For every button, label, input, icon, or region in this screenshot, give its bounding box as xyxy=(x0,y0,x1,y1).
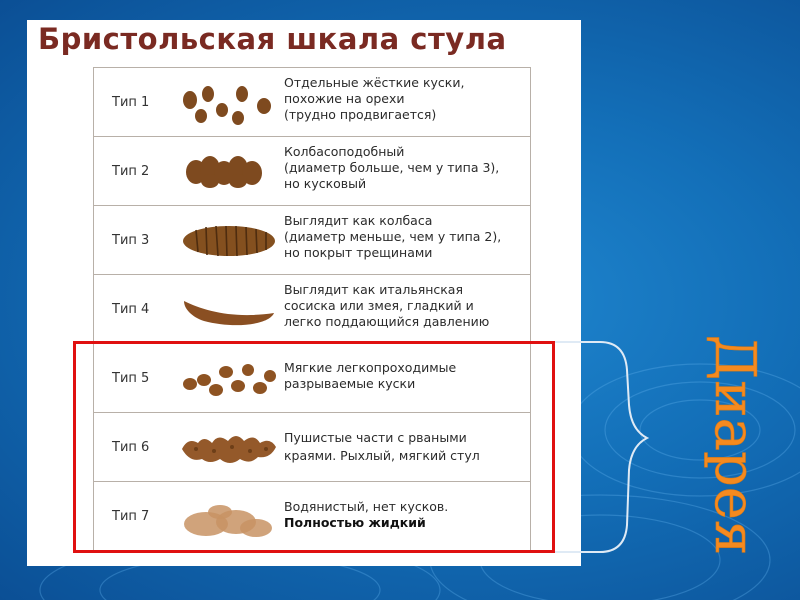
desc-line: сосиска или змея, гладкий и xyxy=(284,298,474,313)
type-label: Тип 7 xyxy=(112,509,150,524)
table-row-type-3 xyxy=(94,206,530,275)
desc-line: Водянистый, нет кусков. xyxy=(284,499,449,514)
desc-line: Отдельные жёсткие куски, xyxy=(284,75,465,90)
page-title: Бристольская шкала стула xyxy=(38,22,507,56)
table-row-type-1 xyxy=(94,68,530,137)
desc-line: (диаметр меньше, чем у типа 2), xyxy=(284,229,502,244)
type-description xyxy=(284,144,532,192)
desc-line: разрываемые куски xyxy=(284,376,416,391)
stool-type-3-image xyxy=(174,212,284,269)
desc-line: легко поддающийся давлению xyxy=(284,314,490,329)
stool-type-2-image xyxy=(174,143,284,200)
type-description xyxy=(284,75,532,123)
type-description xyxy=(284,213,532,261)
stool-type-1-image xyxy=(174,74,284,131)
type-label: Тип 1 xyxy=(112,95,150,110)
desc-line-bold: Полностью жидкий xyxy=(284,515,426,530)
desc-line: Пушистые части с рваными xyxy=(284,430,467,445)
type-label: Тип 6 xyxy=(112,440,150,455)
diarrhea-label-text: Диарея xyxy=(702,334,767,556)
desc-line: Колбасоподобный xyxy=(284,144,405,159)
desc-line: (диаметр больше, чем у типа 3), xyxy=(284,160,500,175)
type-label: Тип 3 xyxy=(112,233,150,248)
desc-line: Выглядит как итальянская xyxy=(284,282,463,297)
desc-line: краями. Рыхлый, мягкий стул xyxy=(284,448,480,463)
desc-line: (трудно продвигается) xyxy=(284,107,437,122)
type-label: Тип 5 xyxy=(112,371,150,386)
desc-line: Выглядит как колбаса xyxy=(284,213,433,228)
type-description xyxy=(284,282,532,330)
desc-line: но кусковый xyxy=(284,176,367,191)
stool-type-4-image xyxy=(174,281,284,338)
diarrhea-label xyxy=(640,330,767,560)
diarrhea-highlight-box xyxy=(73,341,555,553)
table-row-type-2 xyxy=(94,137,530,206)
table-row-type-4 xyxy=(94,275,530,344)
desc-line: но покрыт трещинами xyxy=(284,245,433,260)
desc-line: Мягкие легкопроходимые xyxy=(284,360,457,375)
type-label: Тип 4 xyxy=(112,302,150,317)
type-label: Тип 2 xyxy=(112,164,150,179)
desc-line: похожие на орехи xyxy=(284,91,405,106)
